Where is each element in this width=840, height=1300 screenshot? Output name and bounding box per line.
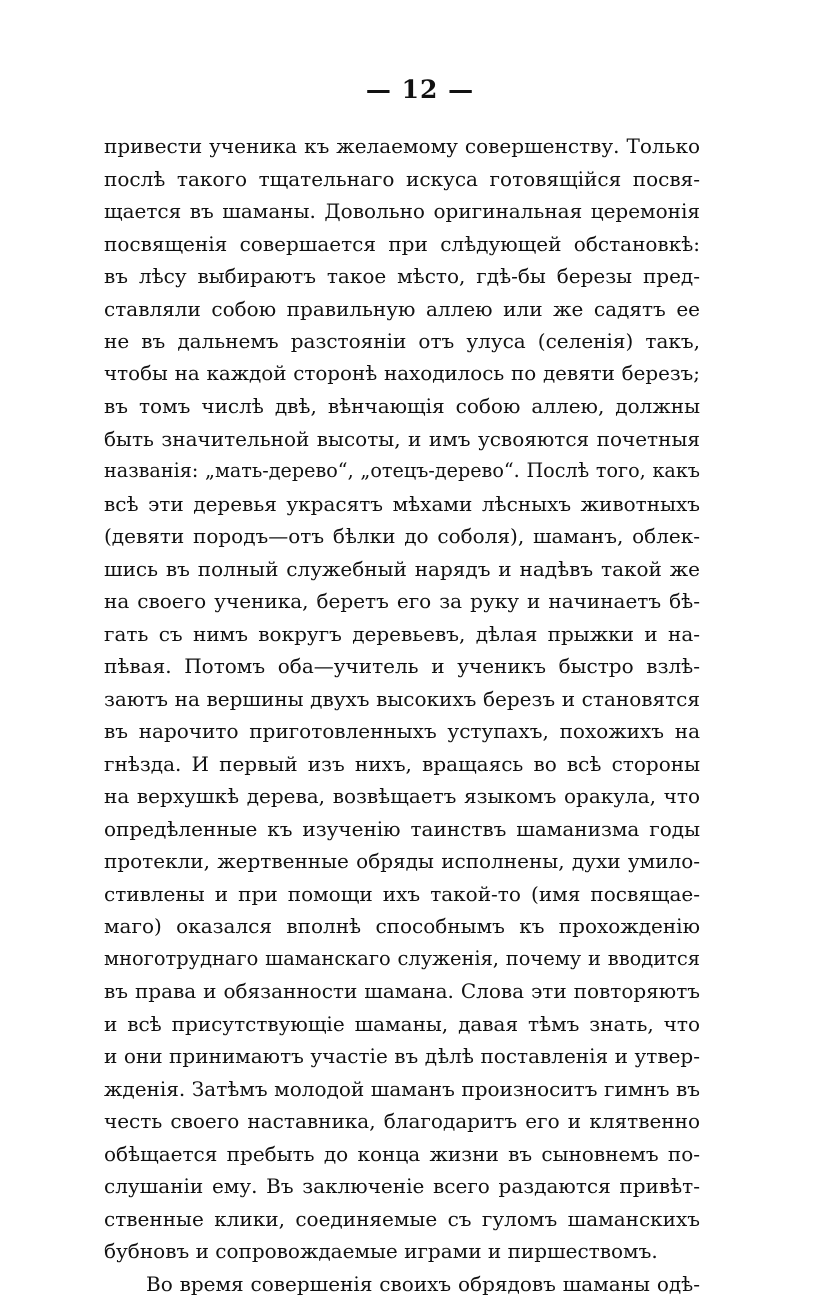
text-line: въ томъ числѣ двѣ, вѣнчающія собою аллею, должны xyxy=(104,390,700,423)
text-line: слушаніи ему. Въ заключеніе всего раздаются привѣт- xyxy=(104,1170,700,1203)
text-line: ставляли собою правильную аллею или же садятъ ее xyxy=(104,293,700,326)
text-line: и всѣ присутствующіе шаманы, давая тѣмъ знать, что xyxy=(104,1008,700,1041)
text-line: чтобы на каждой сторонѣ находилось по девяти березъ; xyxy=(104,358,700,391)
text-line: протекли, жертвенные обряды исполнены, духи умило- xyxy=(104,845,700,878)
text-line: (девяти породъ—отъ бѣлки до соболя), шаманъ, облек- xyxy=(104,520,700,553)
text-line: не въ дальнемъ разстояніи отъ улуса (селенія) такъ, xyxy=(104,325,700,358)
text-line: маго) оказался вполнѣ способнымъ къ прохожденію xyxy=(104,910,700,943)
text-line: стивлены и при помощи ихъ такой-то (имя посвящае- xyxy=(104,878,700,911)
text-line: послѣ такого тщательнаго искуса готовящійся посвя- xyxy=(104,163,700,196)
text-line: ственные клики, соединяемые съ гуломъ шаманскихъ xyxy=(104,1203,700,1236)
text-line: и они принимаютъ участіе въ дѣлѣ поставленія и утвер- xyxy=(104,1040,700,1073)
text-line: на верхушкѣ дерева, возвѣщаетъ языкомъ оракула, что xyxy=(104,780,700,813)
text-line: посвященія совершается при слѣдующей обстановкѣ: xyxy=(104,228,700,261)
text-line: опредѣленные къ изученію таинствъ шаманизма годы xyxy=(104,813,700,846)
text-line: всѣ эти деревья украсятъ мѣхами лѣсныхъ животныхъ xyxy=(104,488,700,521)
text-line: жденія. Затѣмъ молодой шаманъ произноситъ гимнъ въ xyxy=(104,1073,700,1106)
text-line: щается въ шаманы. Довольно оригинальная церемонія xyxy=(104,195,700,228)
text-line: многотруднаго шаманскаго служенія, почему и вводится xyxy=(104,943,700,976)
text-line: шись въ полный служебный нарядъ и надѣвъ такой же xyxy=(104,553,700,586)
text-line: гнѣзда. И первый изъ нихъ, вращаясь во всѣ стороны xyxy=(104,748,700,781)
text-line: на своего ученика, беретъ его за руку и начинаетъ бѣ- xyxy=(104,585,700,618)
text-line: заютъ на вершины двухъ высокихъ березъ и становятся xyxy=(104,683,700,716)
text-line: привести ученика къ желаемому совершенству. Только xyxy=(104,130,700,163)
body-text xyxy=(104,130,700,1300)
text-line: гать съ нимъ вокругъ деревьевъ, дѣлая прыжки и на- xyxy=(104,618,700,651)
text-line: въ права и обязанности шамана. Слова эти повторяютъ xyxy=(104,975,700,1008)
text-line: въ нарочито приготовленныхъ уступахъ, похожихъ на xyxy=(104,715,700,748)
text-line: быть значительной высоты, и имъ усвояются почетныя xyxy=(104,423,700,456)
text-line: пѣвая. Потомъ оба—учитель и ученикъ быстро взлѣ- xyxy=(104,650,700,683)
text-line: названія: „мать-дерево“, „отецъ-дерево“. Послѣ того, какъ xyxy=(104,455,700,488)
text-line: честь своего наставника, благодаритъ его и клятвенно xyxy=(104,1105,700,1138)
paragraph-start-line: Во время совершенія своихъ обрядовъ шаманы одѣ- xyxy=(104,1268,700,1300)
text-line: обѣщается пребыть до конца жизни въ сыновнемъ по- xyxy=(104,1138,700,1171)
text-line: бубновъ и сопровождаемые играми и пиршествомъ. xyxy=(104,1235,700,1268)
text-line: въ лѣсу выбираютъ такое мѣсто, гдѣ-бы березы пред- xyxy=(104,260,700,293)
page-number: — 12 — xyxy=(0,74,840,106)
